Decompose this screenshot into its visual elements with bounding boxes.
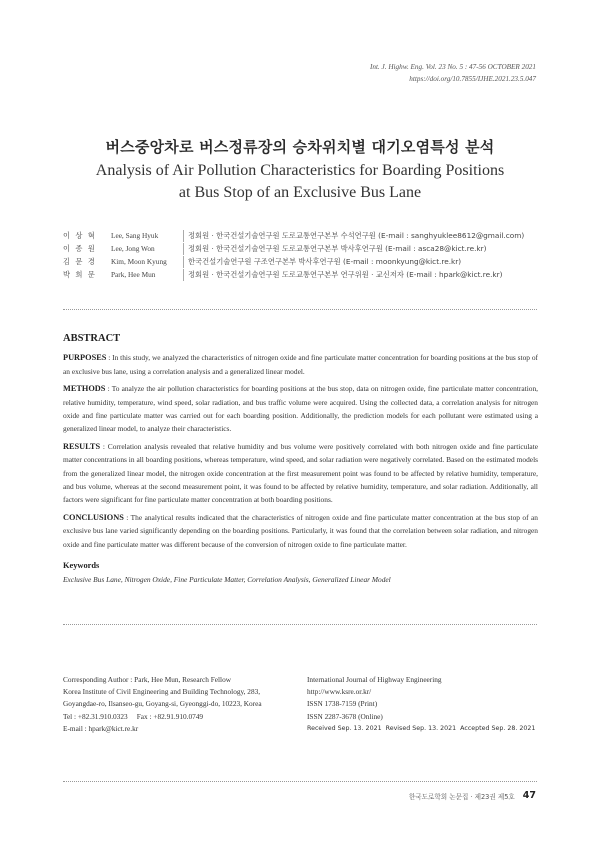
english-title-line-2: at Bus Stop of an Exclusive Bus Lane bbox=[178, 184, 422, 201]
page-number: 47 bbox=[522, 790, 536, 801]
methods-label: METHODS bbox=[63, 384, 106, 394]
divider bbox=[183, 269, 184, 281]
author-name-english: Park, Hee Mun bbox=[111, 270, 156, 279]
issn-print: ISSN 1738-7159 (Print) bbox=[307, 699, 378, 709]
issn-online: ISSN 2287-3678 (Online) bbox=[307, 711, 383, 721]
author-affiliation: 한국건설기술연구원 구조연구본부 박사후연구원 (E-mail : moonkyung@kict.re.kr) bbox=[188, 257, 462, 266]
corresponding-address-line: Goyangdae-ro, Ilsanseo-gu, Goyang-si, Gyeonggi-do, 10223, Korea bbox=[63, 699, 262, 709]
corresponding-email[interactable]: E-mail : hpark@kict.re.kr bbox=[63, 723, 139, 733]
results-label: RESULTS bbox=[63, 441, 101, 451]
received-date: Sep. 13. 2021 bbox=[337, 724, 382, 732]
journal-info bbox=[307, 674, 547, 735]
author-affiliation: 정회원 · 한국건설기술연구원 도로교통연구본부 박사후연구원 (E-mail : asca28@kict.re.kr) bbox=[188, 244, 487, 253]
author-row bbox=[63, 229, 543, 242]
author-row bbox=[63, 242, 543, 255]
accepted-date: Sep. 28. 2021 bbox=[491, 724, 536, 732]
page-footer bbox=[409, 790, 536, 801]
author-list bbox=[63, 229, 543, 281]
conclusions-label: CONCLUSIONS bbox=[63, 512, 124, 522]
abstract-results bbox=[63, 440, 538, 507]
abstract-methods bbox=[63, 382, 538, 436]
journal-name: International Journal of Highway Engineering bbox=[307, 675, 442, 684]
author-name-korean: 박 희 문 bbox=[63, 270, 97, 279]
author-name-korean: 김 문 경 bbox=[63, 257, 97, 266]
journal-volume: Int. J. Highw. Eng. Vol. 23 No. 5 : 47-56 OCTOBER 2021 bbox=[369, 63, 536, 71]
abstract-section bbox=[63, 332, 538, 586]
results-text: : Correlation analysis revealed that relative humidity and bus volume were positively correlated with both nitrogen oxide and fine particulate matter concentrations in all boarding positions, whereas temperature, wind speed, and solar radiation were negatively correlated. Based on the estimated models from the generalized linear model, the nitrogen oxide concentration at the first measurement point was found to be affected by relative humidity, temperature, and bus volume, whereas at the second measurement point, it was found to be affected by relative humidity, temperature, and solar radiation. Additionally, all factors were significant for fine particulate matter concentration at both boarding positions. bbox=[63, 441, 538, 505]
methods-text: : To analyze the air pollution characteristics for boarding positions at the bus stop, data on nitrogen oxide, fine particulate matter concentration, relative humidity, temperature, wind speed, solar radiation, and bus traffic volume were acquired. Using the collected data, a correlation analysis for nitrogen oxide and fine particulate matter was carried out for each boarding position. Additionally, the prediction models for each pollutant were estimated using a generalized linear model, to analyze their characteristics. bbox=[63, 384, 538, 434]
journal-citation bbox=[370, 61, 536, 85]
received-label: Received bbox=[307, 724, 336, 732]
author-name-korean: 이 종 원 bbox=[63, 244, 97, 253]
author-name-english: Lee, Jong Won bbox=[111, 244, 155, 253]
keywords-heading: Keywords bbox=[63, 561, 100, 571]
english-title-line-1: Analysis of Air Pollution Characteristics for Boarding Positions bbox=[95, 162, 505, 179]
author-affiliation: 정회원 · 한국건설기술연구원 도로교통연구본부 수석연구원 (E-mail : sanghyuklee8612@gmail.com) bbox=[188, 231, 525, 240]
doi-link[interactable]: https://doi.org/10.7855/IJHE.2021.23.5.047 bbox=[409, 75, 536, 83]
author-row bbox=[63, 268, 543, 281]
purposes-text: : In this study, we analyzed the characteristics of nitrogen oxide and fine particulate matter concentration for boarding positions at the bus stop of an exclusive bus lane, using a correlation analysis and a generalized linear model. bbox=[63, 353, 538, 376]
revised-label: Revised bbox=[385, 724, 411, 732]
abstract-purposes bbox=[63, 351, 538, 378]
author-affiliation: 정회원 · 한국건설기술연구원 도로교통연구본부 연구위원 · 교신저자 (E-mail : hpark@kict.re.kr) bbox=[188, 270, 503, 279]
abstract-conclusions bbox=[63, 511, 538, 551]
conclusions-text: : The analytical results indicated that the characteristics of nitrogen oxide and fine particulate matter concentration at the bus stop of an exclusive bus lane varied significantly depending on the boarding positions. Particularly, it was found that the correlation between solar radiation, and nitrogen oxide and fine particulate matter was different because of the conversion of nitrogen oxide to fine particulate matter. bbox=[63, 512, 538, 549]
author-row bbox=[63, 255, 543, 268]
footer-journal: 한국도로학회 논문집 · 제23권 제5호 bbox=[408, 792, 515, 801]
abstract-heading: ABSTRACT bbox=[63, 333, 121, 344]
purposes-label: PURPOSES bbox=[63, 353, 107, 363]
corresponding-address-line: Korea Institute of Civil Engineering and Building Technology, 283, bbox=[63, 687, 261, 697]
dotted-divider bbox=[63, 781, 537, 782]
divider bbox=[183, 230, 184, 242]
author-name-english: Lee, Sang Hyuk bbox=[111, 231, 159, 240]
accepted-label: Accepted bbox=[460, 724, 490, 732]
revised-date: Sep. 13. 2021 bbox=[412, 724, 457, 732]
divider bbox=[183, 243, 184, 255]
corresponding-phone-line: Tel : +82.31.910.0323 Fax : +82.91.910.0749 bbox=[63, 711, 204, 721]
dotted-divider bbox=[63, 624, 537, 625]
author-name-korean: 이 상 혁 bbox=[63, 231, 97, 240]
author-name-english: Kim, Moon Kyung bbox=[111, 257, 167, 266]
submission-dates bbox=[307, 723, 547, 735]
keywords-text: Exclusive Bus Lane, Nitrogen Oxide, Fine Particulate Matter, Correlation Analysis, Generalized Linear Model bbox=[63, 574, 391, 584]
english-title bbox=[0, 160, 600, 204]
corresponding-author bbox=[63, 674, 303, 735]
dotted-divider bbox=[63, 309, 537, 310]
korean-title: 버스중앙차로 버스정류장의 승차위치별 대기오염특성 분석 bbox=[105, 138, 495, 156]
journal-url[interactable]: http://www.ksre.or.kr/ bbox=[307, 687, 372, 697]
divider bbox=[183, 256, 184, 268]
corresponding-author-line: Corresponding Author : Park, Hee Mun, Research Fellow bbox=[63, 675, 232, 684]
